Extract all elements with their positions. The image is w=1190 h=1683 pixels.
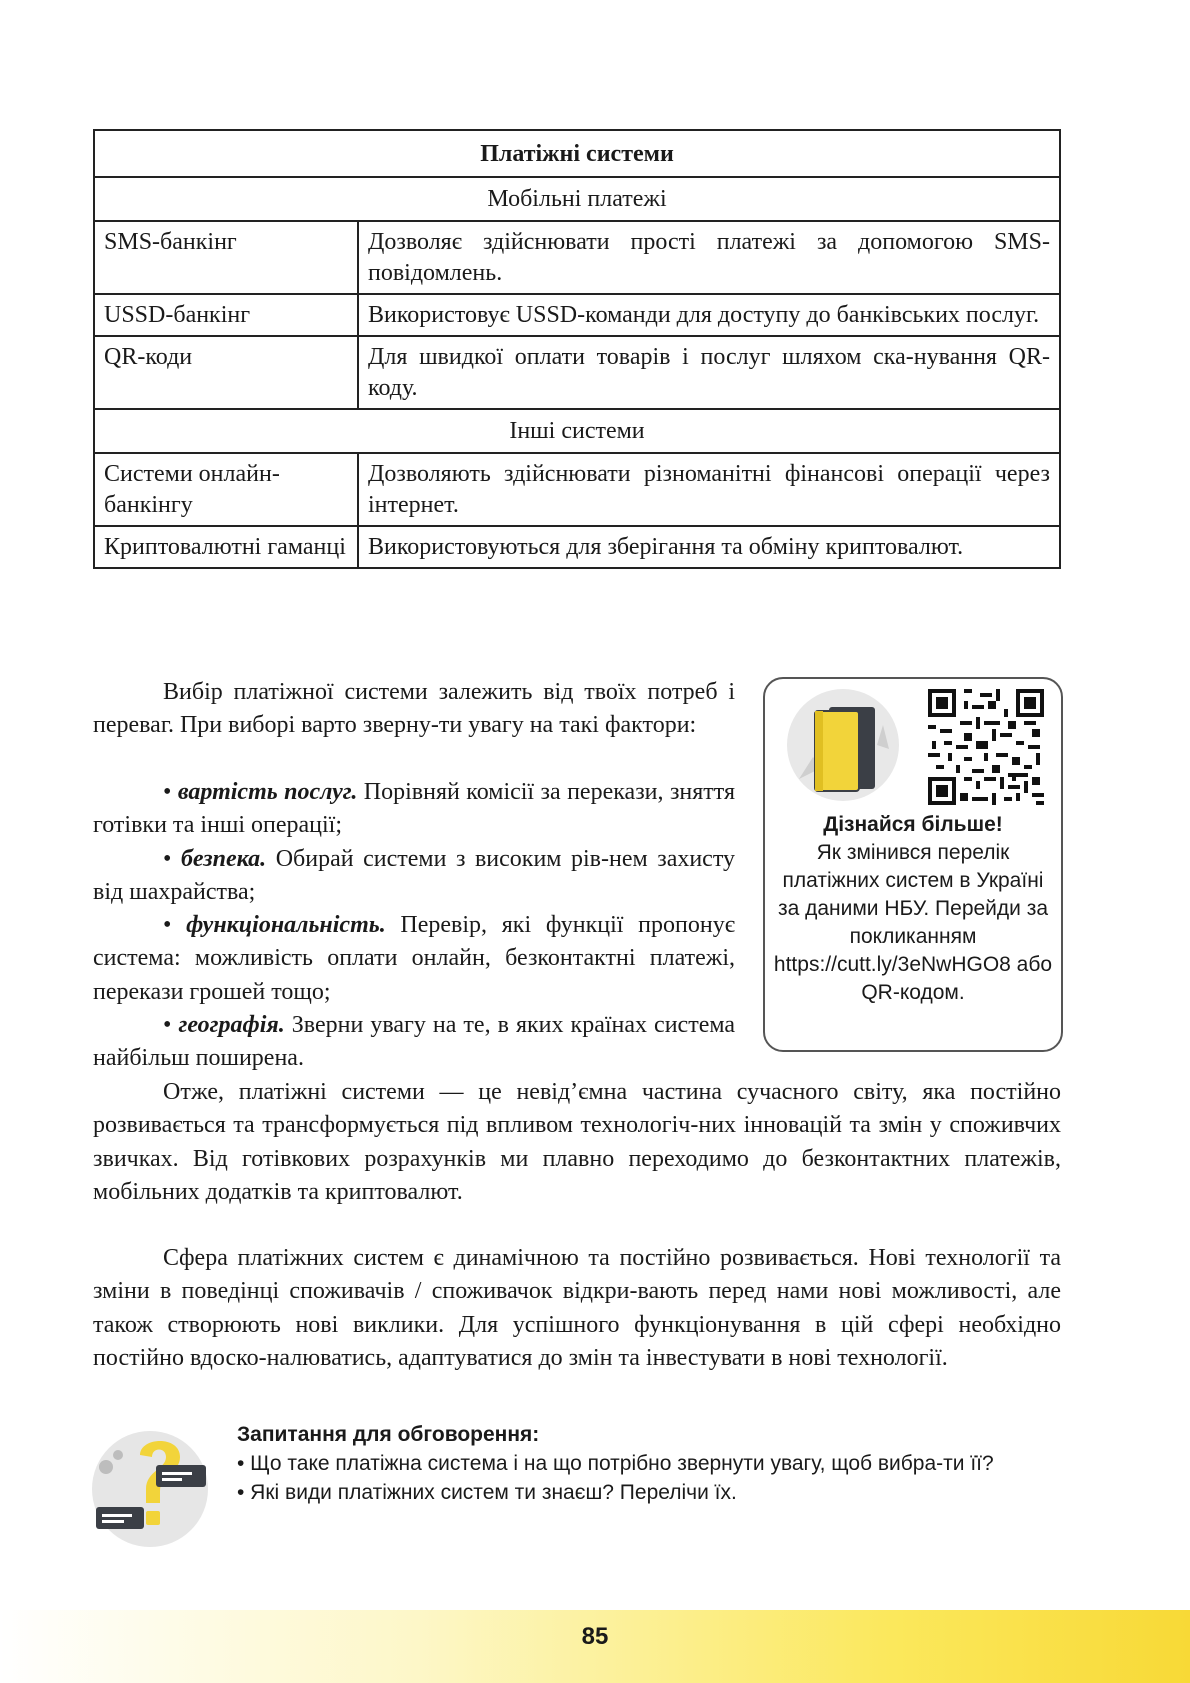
bullet-item xyxy=(93,776,735,843)
table-row xyxy=(94,294,1060,336)
bullet-term: безпека. xyxy=(180,846,267,872)
questions-title: Запитання для обговорення: xyxy=(237,1423,540,1446)
qr-code-icon xyxy=(928,689,1044,805)
infobox-text: Як змінився перелік платіжних систем в Україні за даними НБУ. Перейди за покликанням https://cutt.ly/3eNwHGO8 або QR-кодом. xyxy=(773,841,1053,1004)
question-chat-icon xyxy=(88,1425,213,1550)
bullet-marker: • xyxy=(163,1012,172,1038)
bullet-term: географія. xyxy=(178,1012,285,1038)
table-row xyxy=(94,336,1060,409)
question-item: • Що таке платіжна система і на що потрібно звернути увагу, щоб вибра-ти її? xyxy=(237,1452,994,1475)
section-heading-mobile: Мобільні платежі xyxy=(94,177,1060,221)
bullet-item xyxy=(93,843,735,910)
discussion-questions xyxy=(237,1420,1067,1507)
section-heading-row xyxy=(94,409,1060,453)
bullet-text: Порівняй комісії за перекази, зняття готівки та інші операції; xyxy=(93,779,736,839)
section-heading-other: Інші системи xyxy=(94,409,1060,453)
term-qr-codes: QR-коди xyxy=(94,336,358,409)
bullet-marker: • xyxy=(163,779,172,805)
bullet-item xyxy=(93,1009,735,1076)
desc-sms-banking: Дозволяє здійснювати прості платежі за допомогою SMS-повідомлень. xyxy=(358,221,1060,294)
bullet-text: Зверни увагу на те, в яких країнах система найбільш поширена. xyxy=(93,1012,736,1072)
section-heading-row xyxy=(94,177,1060,221)
summary-paragraph: Сфера платіжних систем є динамічною та постійно розвивається. Нові технології та зміни в поведінці споживачів / споживачок відкри-вають перед нами нові можливості, але також створюють нові виклики. Для успішного функціонування в цій сфері необхідно постійно вдоско-налюватись, адаптуватися до змін та інвестувати в нові технології. xyxy=(93,1245,1061,1371)
bullet-text: Обирай системи з високим рів-нем захисту від шахрайства; xyxy=(93,846,736,906)
bullet-term: вартість послуг. xyxy=(177,779,358,805)
table-title-row xyxy=(94,130,1060,177)
term-crypto-wallets: Криптовалютні гаманці xyxy=(94,526,358,568)
table-row xyxy=(94,453,1060,526)
desc-qr-codes: Для швидкої оплати товарів і послуг шляхом ска-нування QR-коду. xyxy=(358,336,1060,409)
learn-more-box xyxy=(763,677,1063,1052)
term-ussd-banking: USSD-банкінг xyxy=(94,294,358,336)
question-item: • Які види платіжних систем ти знаєш? Перелічи їх. xyxy=(237,1481,737,1504)
desc-online-banking: Дозволяють здійснювати різноманітні фінансові операції через інтернет. xyxy=(358,453,1060,526)
table-row xyxy=(94,221,1060,294)
bullet-marker: • xyxy=(163,912,172,938)
bullet-marker: • xyxy=(163,846,172,872)
term-sms-banking: SMS-банкінг xyxy=(94,221,358,294)
infobox-title: Дізнайся більше! xyxy=(823,813,1003,836)
bullet-term: функціональність. xyxy=(186,912,386,938)
page-number: 85 xyxy=(581,1623,609,1650)
desc-ussd-banking: Використовує USSD-команди для доступу до банківських послуг. xyxy=(358,294,1060,336)
intro-paragraph: Вибір платіжної системи залежить від твоїх потреб і переваг. При виборі варто зверну-ти увагу на такі фактори: xyxy=(93,679,735,739)
bullet-item xyxy=(93,909,735,1009)
conclusion-paragraph: Отже, платіжні системи — це невід’ємна частина сучасного світу, яка постійно розвивається та трансформується під впливом технологіч-них інновацій та змін у споживчих звичках. Від готівкових розрахунків ми плавно переходимо до безконтактних платежів, мобільних додатків та криптовалют. xyxy=(93,1079,1061,1205)
term-online-banking: Системи онлайн-банкінгу xyxy=(94,453,358,526)
desc-crypto-wallets: Використовуються для зберігання та обміну криптовалют. xyxy=(358,526,1060,568)
book-icon xyxy=(785,687,901,803)
payment-systems-table xyxy=(93,129,1061,569)
table-title: Платіжні системи xyxy=(94,130,1060,177)
table-row xyxy=(94,526,1060,568)
bullet-text: Перевір, які функції пропонує система: можливість оплати онлайн, безконтактні платежі, перекази грошей тощо; xyxy=(93,912,735,1005)
